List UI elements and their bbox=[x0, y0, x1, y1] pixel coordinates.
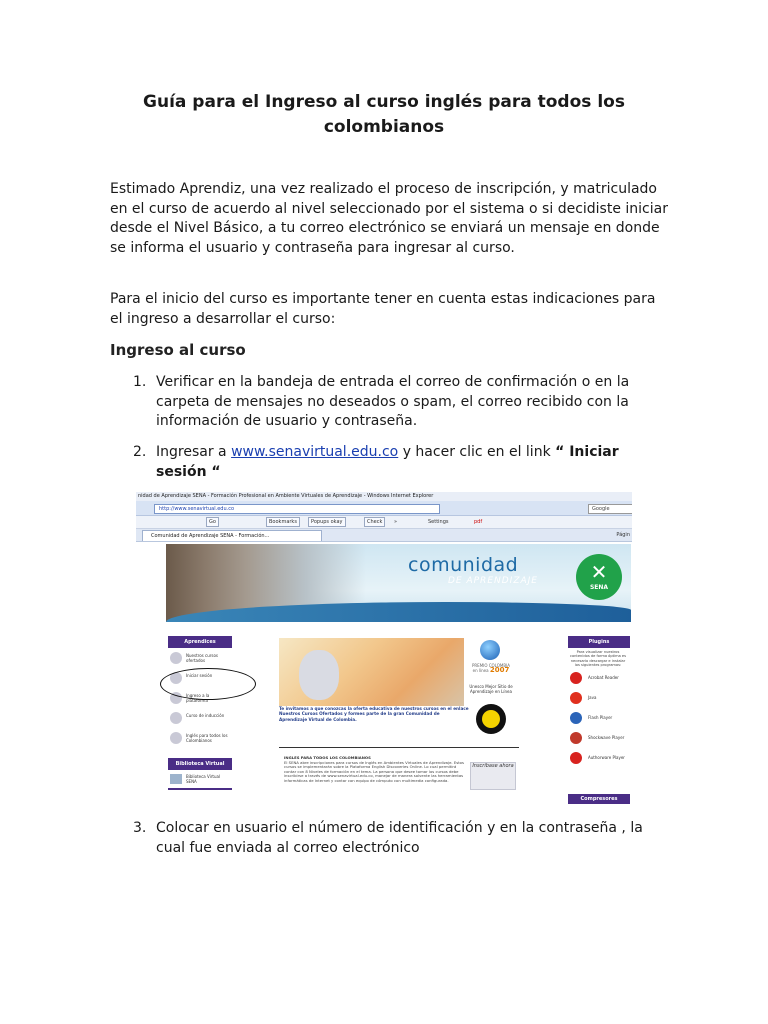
plugin-flash[interactable]: Flash Player bbox=[568, 708, 630, 728]
flash-icon bbox=[570, 712, 582, 724]
more-button[interactable]: » bbox=[394, 519, 398, 525]
award-badge: PREMIO COLOMBIA en línea 2007 bbox=[471, 663, 511, 674]
news-body: El SENA abre inscripciones para cursos de Inglés en Ambientes Virtuales de Aprendizaje. Estos cursos se implementarán sobre la Plataforma English Discoveries Online. Lo cual permitirá contar con 8 Niveles de formación en el tema. La persona que desee tomar los cursos debe inscribirse a través de www.senavirtual.edu.co, manejar de manera solvente las herramientas informáticas de Internet y contar con equipo de cómputo con multimedia configurada. bbox=[284, 759, 464, 783]
intro-paragraph: Estimado Aprendiz, una vez realizado el proceso de inscripción, y matriculado en el curso de acuerdo al nivel seleccionado por el sistema o si decidiste iniciar desde el Nivel Básico, a tu correo electrónico se enviará un mensaje en donde se informa el usuario y contraseña para ingresar al curso. bbox=[110, 181, 668, 256]
senavirtual-link[interactable]: www.senavirtual.edu.co bbox=[231, 444, 399, 460]
sena-logo bbox=[576, 554, 622, 600]
divider bbox=[168, 788, 232, 790]
plugins-heading: Plugins bbox=[568, 636, 630, 648]
plugins-panel bbox=[568, 636, 630, 768]
user-icon bbox=[170, 732, 182, 744]
biblioteca-heading: Biblioteca Virtual bbox=[168, 758, 232, 770]
popups-button[interactable]: Popups okay bbox=[308, 517, 346, 527]
step-number: 1. bbox=[133, 374, 147, 390]
plugin-acrobat[interactable]: Acrobat Reader bbox=[568, 668, 630, 688]
brand-title: comunidad bbox=[408, 554, 519, 576]
signup-button[interactable]: Inscribase ahora bbox=[470, 762, 516, 790]
news-block bbox=[284, 756, 469, 784]
menu-item-cursos[interactable]: Nuestros cursos ofertados bbox=[168, 648, 232, 668]
menu-item-ingles[interactable]: Inglés para todos los Colombianos bbox=[168, 728, 232, 748]
iniciar-sesion-label: “ Iniciar sesión “ bbox=[156, 444, 619, 480]
step-text bbox=[156, 443, 656, 482]
plugin-shockwave[interactable]: Shockwave Player bbox=[568, 728, 630, 748]
site-banner bbox=[166, 544, 631, 622]
invite-text: Te invitamos a que conozcas la oferta educativa de nuestros cursos en el enlace Nuestros Cursos Ofertados y formes parte de la gran Comunidad de Aprendizaje Virtual de Colombia. bbox=[279, 706, 469, 722]
linux-face bbox=[482, 710, 500, 728]
document-title: Guía para el Ingreso al curso inglés para todos los colombianos bbox=[143, 92, 625, 137]
shockwave-icon bbox=[570, 732, 582, 744]
instructions-paragraph: Para el inicio del curso es importante tener en cuenta estas indicaciones para el ingreso a desarrollar el curso: bbox=[110, 291, 656, 327]
person-photo bbox=[299, 650, 339, 700]
globe-icon bbox=[480, 640, 500, 660]
plugin-authorware[interactable]: Authorware Player bbox=[568, 748, 630, 768]
step-number: 3. bbox=[133, 820, 147, 836]
page-menu[interactable]: Págin bbox=[616, 532, 630, 538]
step-number: 2. bbox=[133, 444, 147, 460]
java-icon bbox=[570, 692, 582, 704]
settings-button[interactable]: Settings bbox=[428, 519, 449, 525]
plugin-java[interactable]: Java bbox=[568, 688, 630, 708]
linux-icon bbox=[476, 704, 506, 734]
plugins-description: Para visualizar nuestros contenidos de forma óptima es necesario descargar e instalar los siguientes programas: bbox=[569, 650, 627, 668]
brand-subtitle: DE APRENDIZAJE bbox=[448, 576, 538, 586]
unesco-label: Unesco Mejor Sitio de Aprendizaje en Línea bbox=[469, 684, 513, 694]
center-photo bbox=[279, 638, 464, 706]
browser-toolbar bbox=[136, 516, 632, 529]
authorware-icon bbox=[570, 752, 582, 764]
sena-logo-text: SENA bbox=[589, 584, 609, 591]
step-2 bbox=[133, 443, 653, 485]
search-input[interactable]: Google bbox=[588, 504, 632, 514]
acrobat-icon bbox=[570, 672, 582, 684]
step-1 bbox=[133, 373, 653, 433]
menu-item-plataforma[interactable]: Ingreso a la plataforma bbox=[168, 688, 232, 708]
browser-tab[interactable]: Comunidad de Aprendizaje SENA - Formación... bbox=[142, 530, 322, 541]
step-text: Colocar en usuario el número de identificación y en la contraseña , la cual fue enviada al correo electrónico bbox=[156, 820, 643, 856]
library-icon bbox=[170, 774, 182, 784]
address-input[interactable]: http://www.senavirtual.edu.co bbox=[154, 504, 440, 514]
divider bbox=[279, 747, 519, 748]
section-heading: Ingreso al curso bbox=[110, 341, 246, 359]
sena-logo-mark: ✕ bbox=[590, 560, 608, 584]
step-text-after: y hacer clic en el link bbox=[398, 444, 556, 460]
address-bar bbox=[136, 501, 632, 516]
step-text-before: Ingresar a bbox=[156, 444, 232, 460]
check-button[interactable]: Check bbox=[364, 517, 385, 527]
step-text: Verificar en la bandeja de entrada el correo de confirmación o en la carpeta de mensajes no deseados o spam, el correo recibido con la información de usuario y contraseña. bbox=[156, 374, 630, 429]
compresores-heading: Compresores bbox=[568, 794, 630, 804]
menu-item-iniciar-sesion[interactable]: Iniciar sesión bbox=[168, 668, 232, 688]
go-button[interactable]: Go bbox=[206, 517, 219, 527]
bookmarks-button[interactable]: Bookmarks bbox=[266, 517, 300, 527]
step-3 bbox=[133, 819, 653, 861]
menu-item-induccion[interactable]: Curso de inducción bbox=[168, 708, 232, 728]
user-icon bbox=[170, 712, 182, 724]
senavirtual-screenshot: nidad de Aprendizaje SENA - Formación Profesional en Ambiente Virtuales de Aprendizaje - Windows Internet Explorer http://www.senavirtual.edu.co Google Go Bookmarks Popups okay Check » Settings pdf Comunidad de Aprendizaje SENA - Formación... Págin comunidad DE APRENDIZAJE ✕ SENA Aprendices Nuestros cursos ofertados Iniciar sesión Ingreso a la plataforma Curso de inducción Inglés para todos los Colombianos Biblioteca Virtual Biblioteca Virtual SENA Te invitamos a que conozcas la oferta educativa de nuestros cursos en el enlace Nuestros Cursos Ofertados y formes parte de la gran Comunidad de Aprendizaje Virtual de Colombia. INGLES PARA TODOS LOS COLOMBIANOS El SENA abre inscripciones para cursos de Inglés en Ambientes Virtuales de Aprendizaje. Estos cursos se implementarán sobre la Plataforma English Discoveries Online. Lo cual permitirá contar con 8 Niveles de formación en el tema. La persona que desee tomar los cursos debe inscribirse a través de www.senavirtual.edu.co, manejar de manera solvente las herramientas informáticas de Internet y contar con equipo de cómputo con multimedia configurada. Inscribase ahora PREMIO COLOMBIA en línea 2007 Unesco Mejor Sitio de Aprendizaje en Línea Plugins Para visualizar nuestros contenidos de forma óptima es necesario descargar e instalar los siguientes programas: Acrobat Reader Java Flash Player Shockwave Player Authorware Player Compresores bbox=[136, 492, 632, 804]
highlight-oval bbox=[160, 668, 256, 700]
news-heading: INGLES PARA TODOS LOS COLOMBIANOS bbox=[284, 755, 371, 760]
browser-title-bar: nidad de Aprendizaje SENA - Formación Profesional en Ambiente Virtuales de Aprendizaje - Windows Internet Explorer bbox=[136, 492, 632, 501]
browser-tabs bbox=[136, 529, 632, 542]
user-icon bbox=[170, 652, 182, 664]
aprendices-heading: Aprendices bbox=[168, 636, 232, 648]
pdf-button[interactable]: pdf bbox=[474, 519, 483, 525]
